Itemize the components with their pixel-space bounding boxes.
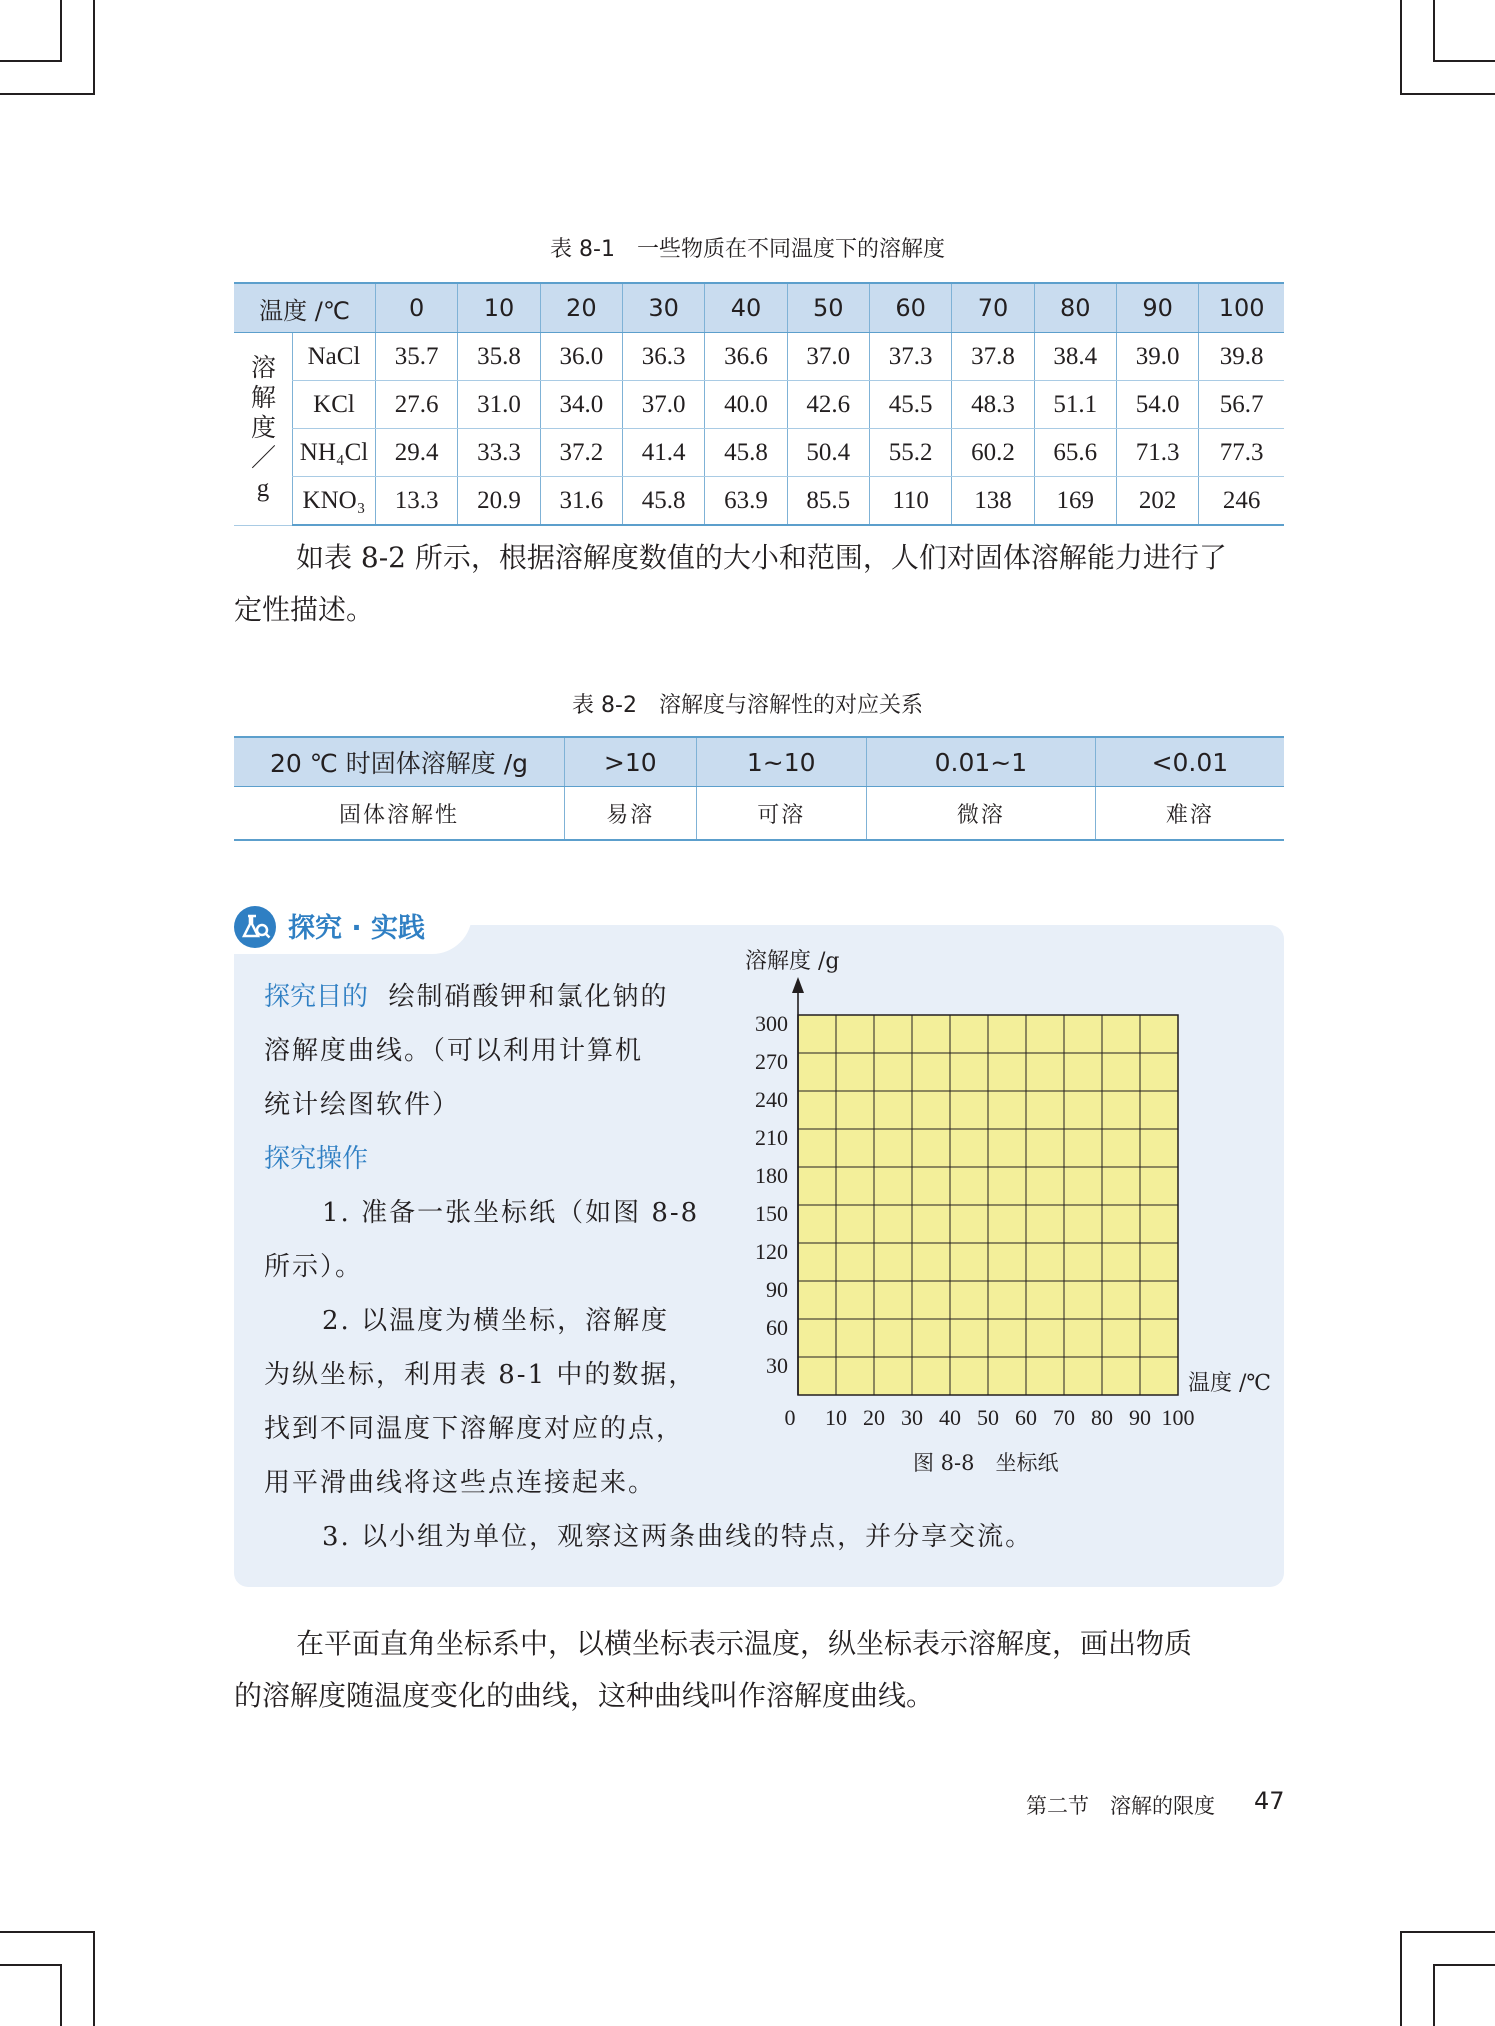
table-cell: 33.3 xyxy=(458,429,540,477)
crop-mark xyxy=(1400,1931,1495,1933)
table-cell: 37.3 xyxy=(869,333,951,381)
crop-mark xyxy=(1433,1964,1435,2026)
substance-name: NaCl xyxy=(293,333,376,381)
crop-mark xyxy=(1433,1964,1495,1966)
table-cell: 27.6 xyxy=(376,381,458,429)
temp-cell: 30 xyxy=(622,283,704,333)
temp-cell: 60 xyxy=(869,283,951,333)
graph-paper-figure xyxy=(720,935,1290,1485)
x-tick-label: 70 xyxy=(1053,1405,1075,1430)
purpose-label: 探究目的 xyxy=(264,982,369,1012)
table-cell: 41.4 xyxy=(622,429,704,477)
table-row xyxy=(234,381,1284,429)
table-cell: 63.9 xyxy=(705,477,787,526)
y-tick-label: 270 xyxy=(755,1049,788,1074)
temp-cell: 70 xyxy=(952,283,1034,333)
x-tick-label: 10 xyxy=(825,1405,847,1430)
crop-mark xyxy=(0,1931,95,1933)
y-tick-label: 30 xyxy=(766,1353,788,1378)
step-line: 用平滑曲线将这些点连接起来。 xyxy=(264,1468,657,1498)
x-tick-label: 60 xyxy=(1015,1405,1037,1430)
y-axis-arrow xyxy=(792,977,804,993)
table-cell: 31.6 xyxy=(540,477,622,526)
table-header-row xyxy=(234,737,1284,787)
x-axis-label: 温度 /℃ xyxy=(1188,1371,1272,1396)
step-line: 2. 以温度为横坐标，溶解度 xyxy=(322,1306,670,1336)
substance-name: KNO₃ xyxy=(293,477,376,526)
crop-mark xyxy=(0,1964,62,1966)
crop-mark xyxy=(0,60,62,62)
table-cell: 37.8 xyxy=(952,333,1034,381)
y-tick-label: 60 xyxy=(766,1315,788,1340)
table-cell: 易溶 xyxy=(565,787,697,841)
temp-cell: 10 xyxy=(458,283,540,333)
table-cell: 固体溶解性 xyxy=(234,787,565,841)
table-cell: 39.8 xyxy=(1199,333,1284,381)
x-tick-label: 100 xyxy=(1161,1405,1195,1430)
y-tick-label: 300 xyxy=(755,1011,788,1036)
table-row xyxy=(234,477,1284,526)
table-cell: 13.3 xyxy=(376,477,458,526)
table-cell: 37.0 xyxy=(622,381,704,429)
table-cell: 138 xyxy=(952,477,1034,526)
table-cell: 246 xyxy=(1199,477,1284,526)
crop-mark xyxy=(93,0,95,95)
table-cell: 110 xyxy=(869,477,951,526)
table-header-cell: 0.01~1 xyxy=(866,737,1095,787)
substance-name: NH₄Cl xyxy=(293,429,376,477)
step-line: 找到不同温度下溶解度对应的点， xyxy=(264,1414,685,1444)
table-cell: 36.3 xyxy=(622,333,704,381)
crop-mark xyxy=(93,1931,95,2026)
x-tick-label: 0 xyxy=(784,1405,796,1430)
crop-mark xyxy=(60,0,62,62)
table-header-row xyxy=(234,283,1284,333)
step-line: 1. 准备一张坐标纸（如图 8-8 xyxy=(322,1198,700,1228)
x-tick-label: 30 xyxy=(901,1405,923,1430)
table-cell: 37.2 xyxy=(540,429,622,477)
table-cell: 77.3 xyxy=(1199,429,1284,477)
x-tick-label: 20 xyxy=(863,1405,885,1430)
table-cell: 51.1 xyxy=(1034,381,1116,429)
purpose-line: 统计绘图软件） xyxy=(264,1090,461,1120)
paragraph-line: 如表 8-2 所示，根据溶解度数值的大小和范围，人们对固体溶解能力进行了 xyxy=(296,541,1227,574)
inquiry-title: 探究 · 实践 xyxy=(288,913,426,944)
table-row xyxy=(234,333,1284,381)
table-cell: 31.0 xyxy=(458,381,540,429)
step-line: 为纵坐标，利用表 8-1 中的数据， xyxy=(264,1360,697,1390)
x-tick-label: 90 xyxy=(1129,1405,1151,1430)
table-cell: 37.0 xyxy=(787,333,869,381)
purpose-line: 溶解度曲线。（可以利用计算机 xyxy=(264,1036,644,1066)
table-cell: 35.8 xyxy=(458,333,540,381)
flask-icon xyxy=(234,906,276,948)
table-cell: 169 xyxy=(1034,477,1116,526)
section-title: 第二节 溶解的限度 xyxy=(1026,1794,1215,1818)
paragraph-line: 的溶解度随温度变化的曲线，这种曲线叫作溶解度曲线。 xyxy=(234,1679,935,1712)
table-cell: 难溶 xyxy=(1095,787,1284,841)
x-tick-label: 80 xyxy=(1091,1405,1113,1430)
table-cell: 55.2 xyxy=(869,429,951,477)
y-tick-label: 120 xyxy=(755,1239,788,1264)
table-cell: 可溶 xyxy=(696,787,866,841)
table-header-cell: 20 ℃ 时固体溶解度 /g xyxy=(234,737,565,787)
temp-cell: 50 xyxy=(787,283,869,333)
solubility-class-table xyxy=(234,736,1284,841)
x-tick-label: 40 xyxy=(939,1405,961,1430)
table-cell: 54.0 xyxy=(1116,381,1198,429)
table-cell: 45.5 xyxy=(869,381,951,429)
y-tick-label: 90 xyxy=(766,1277,788,1302)
crop-mark xyxy=(1400,0,1402,95)
table-cell: 50.4 xyxy=(787,429,869,477)
y-axis-label: 溶解度 /g xyxy=(745,949,840,974)
table-cell: 42.6 xyxy=(787,381,869,429)
y-tick-label: 180 xyxy=(755,1163,788,1188)
table-cell: 65.6 xyxy=(1034,429,1116,477)
temp-cell: 80 xyxy=(1034,283,1116,333)
crop-mark xyxy=(1400,1931,1402,2026)
table-cell: 34.0 xyxy=(540,381,622,429)
step-line: 3. 以小组为单位，观察这两条曲线的特点，并分享交流。 xyxy=(322,1522,1034,1552)
temp-cell: 20 xyxy=(540,283,622,333)
crop-mark xyxy=(1433,0,1435,62)
purpose-line xyxy=(264,970,669,1024)
table-cell: 56.7 xyxy=(1199,381,1284,429)
table-cell: 39.0 xyxy=(1116,333,1198,381)
grid xyxy=(798,1015,1178,1395)
crop-mark xyxy=(1433,60,1495,62)
table-row xyxy=(234,787,1284,841)
y-ticks xyxy=(755,1011,788,1378)
crop-mark xyxy=(1400,93,1495,95)
temp-cell: 0 xyxy=(376,283,458,333)
table-cell: 45.8 xyxy=(705,429,787,477)
y-tick-label: 150 xyxy=(755,1201,788,1226)
table2-caption: 表 8-2 溶解度与溶解性的对应关系 xyxy=(572,693,923,718)
paragraph-line: 在平面直角坐标系中，以横坐标表示温度，纵坐标表示溶解度，画出物质 xyxy=(296,1627,1193,1660)
table-cell: 29.4 xyxy=(376,429,458,477)
table-cell: 40.0 xyxy=(705,381,787,429)
crop-mark xyxy=(0,93,95,95)
table-header-cell: <0.01 xyxy=(1095,737,1284,787)
y-tick-label: 240 xyxy=(755,1087,788,1112)
x-tick-label: 50 xyxy=(977,1405,999,1430)
table-cell: 60.2 xyxy=(952,429,1034,477)
substance-name: KCl xyxy=(293,381,376,429)
temp-cell: 40 xyxy=(705,283,787,333)
table-cell: 35.7 xyxy=(376,333,458,381)
temp-cell: 100 xyxy=(1199,283,1284,333)
table-cell: 48.3 xyxy=(952,381,1034,429)
table-cell: 202 xyxy=(1116,477,1198,526)
figure-caption: 图 8-8 坐标纸 xyxy=(913,1451,1059,1475)
temp-cell: 90 xyxy=(1116,283,1198,333)
crop-mark xyxy=(60,1964,62,2026)
operation-label: 探究操作 xyxy=(264,1144,369,1174)
x-ticks xyxy=(785,1405,1195,1430)
solubility-table xyxy=(234,282,1284,526)
table-header-cell: 1~10 xyxy=(696,737,866,787)
table-row xyxy=(234,429,1284,477)
row-group-label xyxy=(234,333,293,526)
table-cell: 45.8 xyxy=(622,477,704,526)
temperature-header: 温度 /℃ xyxy=(234,283,376,333)
y-tick-label: 210 xyxy=(755,1125,788,1150)
purpose-text: 绘制硝酸钾和氯化钠的 xyxy=(388,982,669,1012)
paragraph-line: 定性描述。 xyxy=(234,593,375,626)
table-header-cell: >10 xyxy=(565,737,697,787)
table-cell: 85.5 xyxy=(787,477,869,526)
table-cell: 71.3 xyxy=(1116,429,1198,477)
table-cell: 微溶 xyxy=(866,787,1095,841)
step-line: 所示）。 xyxy=(264,1252,364,1282)
table-cell: 36.0 xyxy=(540,333,622,381)
table-cell: 36.6 xyxy=(705,333,787,381)
solubility-unit-label: 溶解度／g xyxy=(251,354,277,502)
table1-caption: 表 8-1 一些物质在不同温度下的溶解度 xyxy=(550,237,945,262)
page-number: 47 xyxy=(1254,1787,1285,1815)
table-cell: 38.4 xyxy=(1034,333,1116,381)
table-cell: 20.9 xyxy=(458,477,540,526)
